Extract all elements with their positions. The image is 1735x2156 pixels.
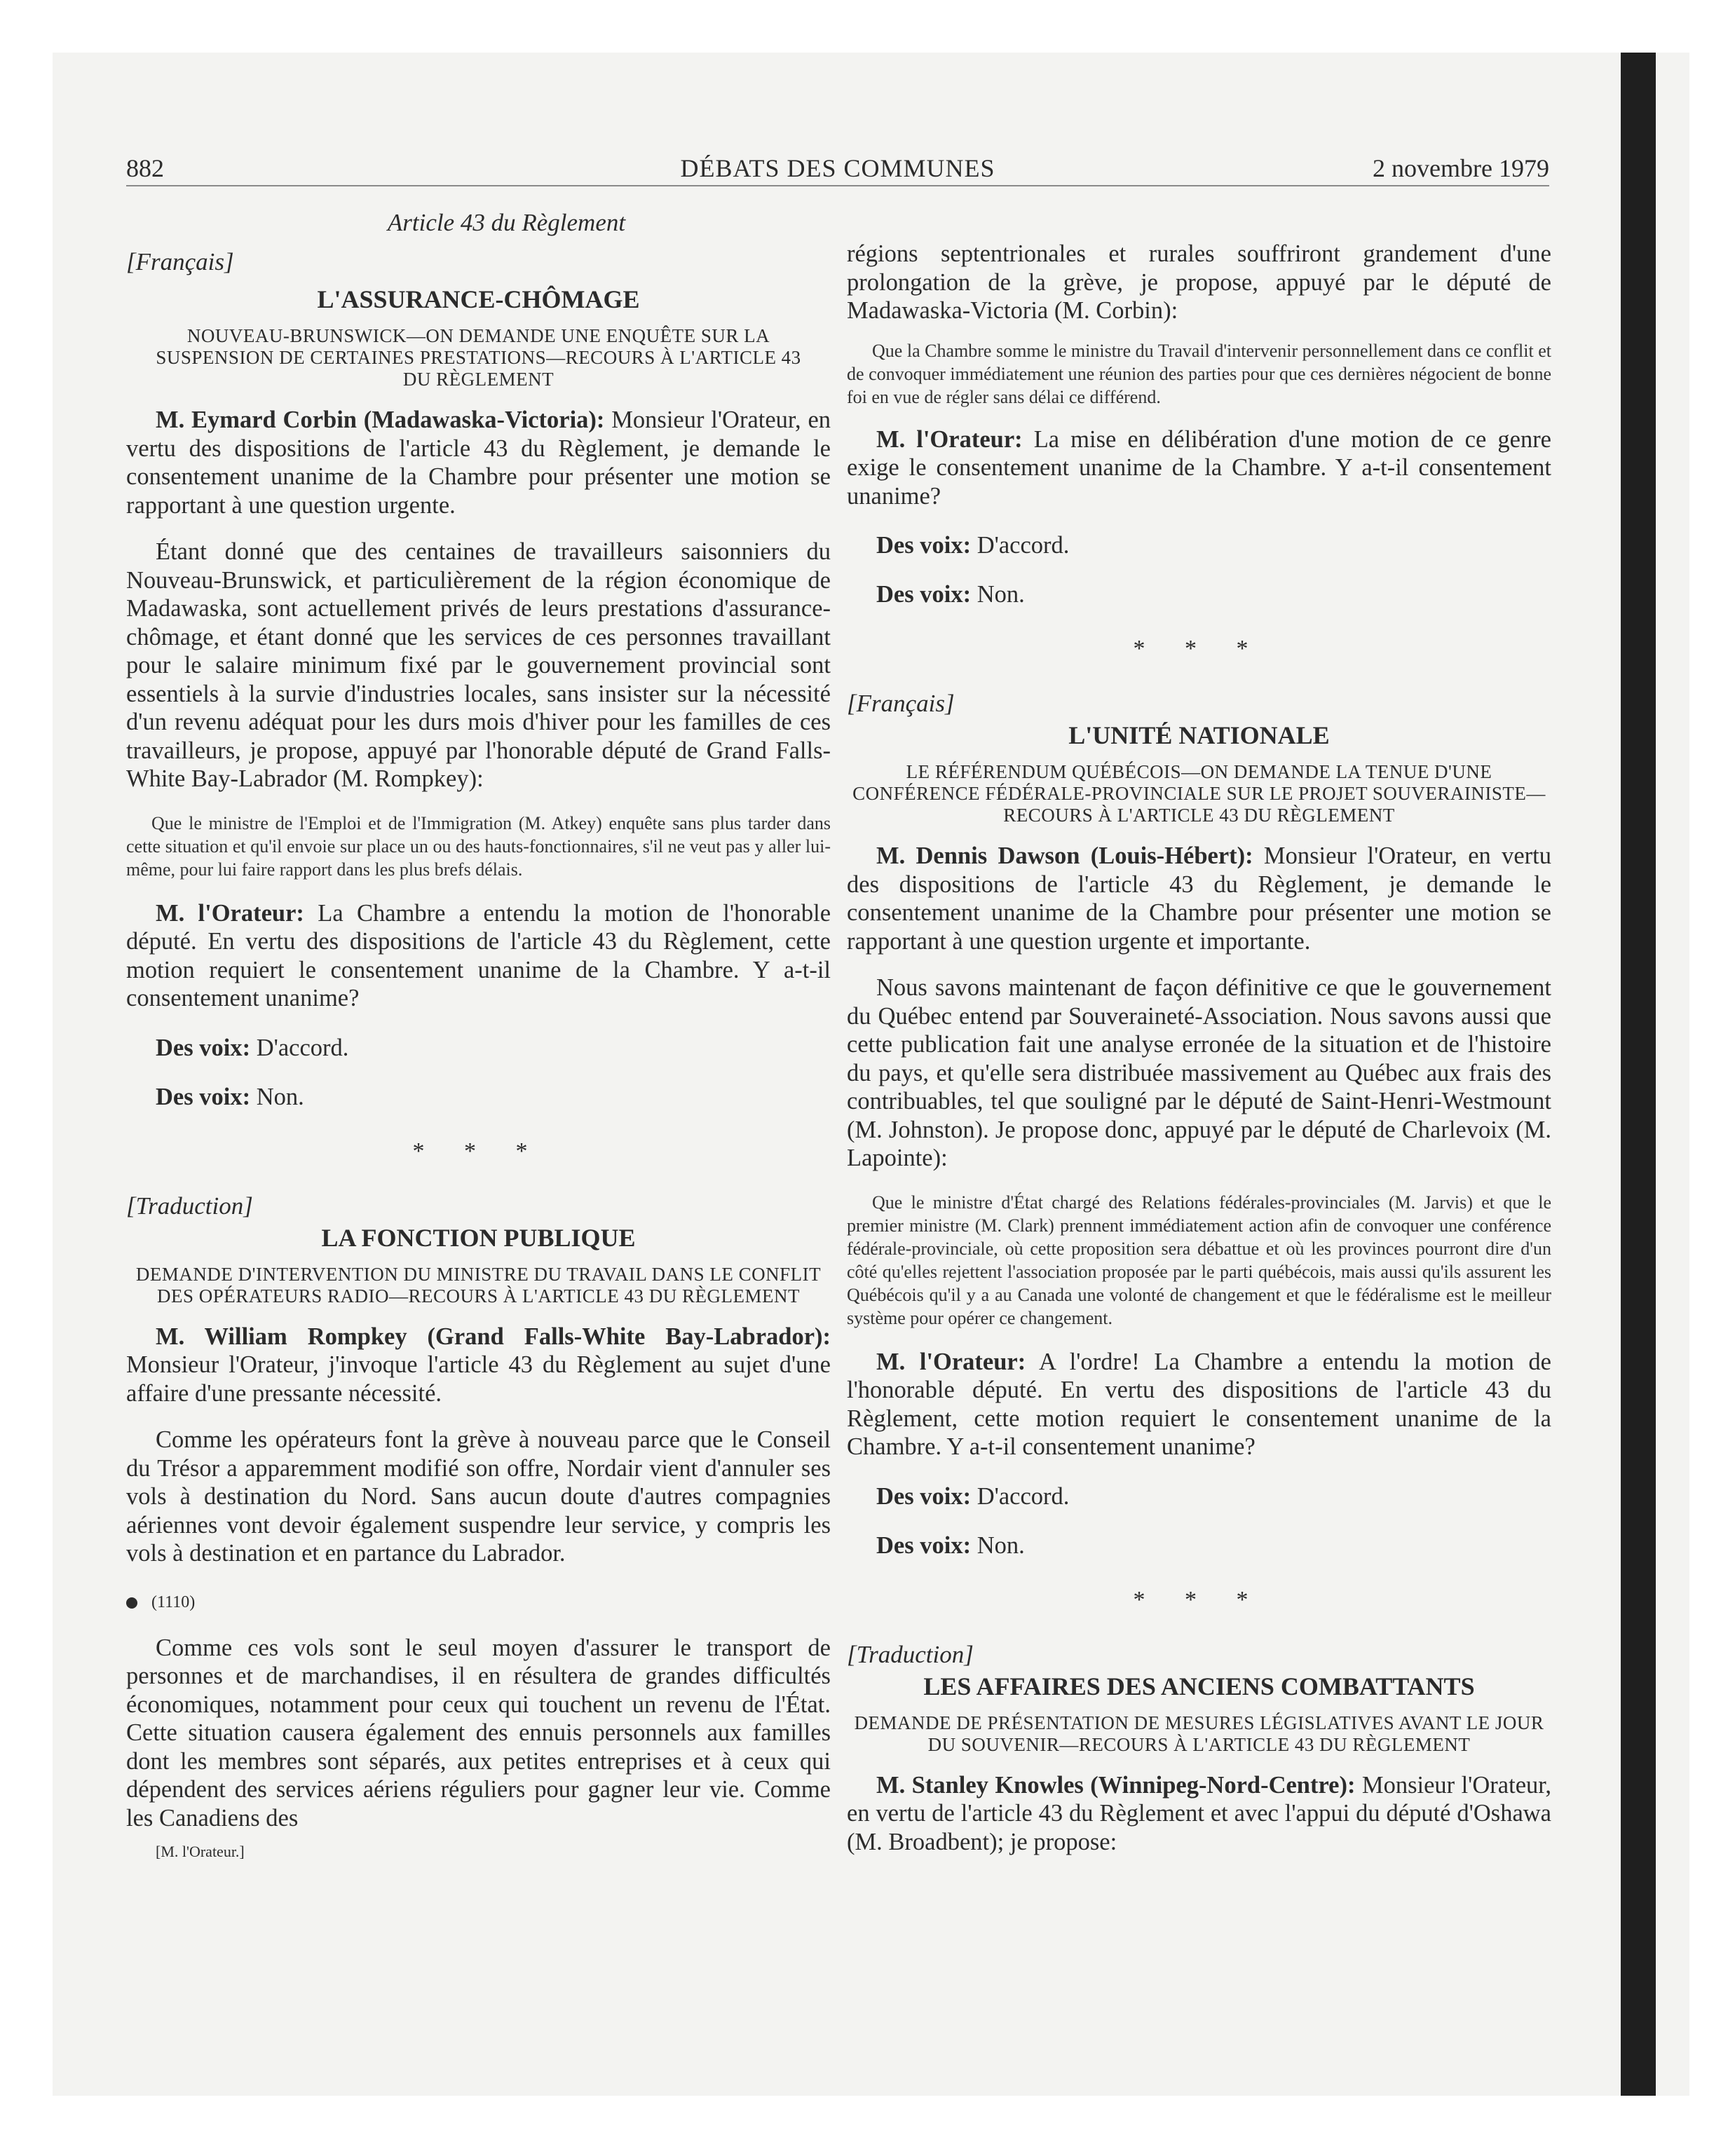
timestamp-text: (1110) [151,1592,196,1611]
vote-label: Des voix: [156,1034,251,1061]
language-tag: [Traduction] [847,1640,974,1668]
orateur-text: A l'ordre! La Chambre a entendu la motion de l'honorable député. En vertu des dispositions de l'article 43 du Règlement, cette motion requiert le consentement unanime de la Chambre. Y a-t-il consentement unanime? [847,1348,1551,1460]
knowles-intervention [847,1771,1551,1857]
rompkey-paragraph-2: Comme ces vols sont le seul moyen d'assurer le transport de personnes et de marchandises, il en résultera de grandes difficultés économiques, notamment pour ceux qui touchent un revenu de l'État. Cette situation causera également des ennuis personnels aux familles dont les membres sont séparés, aux petites entreprises et à ceux qui dépendent des services aériens réguliers pour gagner leur vie. Comme les Canadiens des [126,1634,831,1831]
section-subtitle-assurance-chomage: NOUVEAU-BRUNSWICK—ON DEMANDE UNE ENQUÊTE SUR LA SUSPENSION DE CERTAINES PRESTATIONS—RECOURS À L'ARTICLE 43 DU RÈGLEMENT [156,325,801,390]
vote-no [847,1531,1551,1560]
rompkey-paragraph: Comme les opérateurs font la grève à nouveau parce que le Conseil du Trésor a apparemment modifié son offre, Nordair vient d'annuler ses vols à destination du Nord. Sans aucun doute d'autres compagnies aériennes vont devoir également suspendre leur service, y compris les vols à destination et en partance du Labrador. [126,1426,831,1567]
publication-title: DÉBATS DES COMMUNES [680,154,995,182]
speaker-orateur: M. l'Orateur: [876,1348,1026,1375]
language-tag: [Français] [126,248,234,275]
speaker-corbin: M. Eymard Corbin (Madawaska-Victoria): [156,407,605,433]
rompkey-text: Monsieur l'Orateur, j'invoque l'article 43 du Règlement au sujet d'une affaire d'une pressante nécessité. [126,1351,831,1407]
rompkey-motion: Que la Chambre somme le ministre du Travail d'intervenir personnellement dans ce conflit et de convoquer immédiatement une réunion des parties pour que ces dernières négocient de bonne foi en vue de régler sans délai ce différend. [847,340,1551,407]
dawson-intervention [847,842,1551,955]
speaker-dawson: M. Dennis Dawson (Louis-Hébert): [876,842,1253,869]
section-separator: * * * [412,1138,545,1164]
article-heading: Article 43 du Règlement [387,209,626,236]
corbin-paragraph: Étant donné que des centaines de travailleurs saisonniers du Nouveau-Brunswick, et particulièrement de la région économique de Madawaska, sont actuellement privés de leurs prestations d'assurance-chômage, et étant donné que les services de ces personnes travaillant pour le salaire minimum fixé par le gouvernement provincial sont essentiels à la survie d'industries locales, sans insister sur la nécessité d'un revenu adéquat pour les durs mois d'hiver pour les familles de ces travailleurs, je propose, appuyé par l'honorable député de Grand Falls-White Bay-Labrador (M. Rompkey): [126,538,831,792]
vote-label: Des voix: [876,581,972,608]
page-number: 882 [126,154,164,182]
vote-label: Des voix: [156,1083,251,1110]
dawson-text: Monsieur l'Orateur, en vertu des dispositions de l'article 43 du Règlement, je demande le consentement unanime de la Chambre pour présenter une motion se rapportant à une question urgente et importante. [847,842,1551,955]
vote-no-text: Non. [971,1531,1025,1559]
knowles-text: Monsieur l'Orateur, en vertu de l'article 43 du Règlement et avec l'appui du député d'Oshawa (M. Broadbent); je propose: [847,1771,1551,1855]
vote-yes [847,1482,1551,1510]
section-subtitle-fonction-publique: DEMANDE D'INTERVENTION DU MINISTRE DU TRAVAIL DANS LE CONFLIT DES OPÉRATEURS RADIO—RECOURS À L'ARTICLE 43 DU RÈGLEMENT [135,1263,822,1306]
section-subtitle-unite-nationale: LE RÉFÉRENDUM QUÉBÉCOIS—ON DEMANDE LA TENUE D'UNE CONFÉRENCE FÉDÉRALE-PROVINCIALE SUR LE PROJET SOUVERAINISTE—RECOURS À L'ARTICLE 43 DU RÈGLEMENT [852,761,1546,826]
vote-yes [847,531,1551,559]
section-separator: * * * [1133,636,1265,662]
vote-label: Des voix: [876,1531,972,1559]
vote-no [847,580,1551,608]
orateur-intervention-1 [126,899,831,1013]
vote-no-text: Non. [971,581,1025,608]
speaker-orateur: M. l'Orateur: [876,425,1023,453]
vote-yes-text: D'accord. [250,1034,349,1061]
dawson-motion: Que le ministre d'État chargé des Relations fédérales-provinciales (M. Jarvis) et que le premier ministre (M. Clark) prennent immédiatement action afin de convoquer une conférence fédérale-provinciale, où cette proposition sera débattue et où les provinces pourront dire d'un côté qu'elles rejettent l'association proposée par le parti québécois, mais aussi qu'ils assurent les Québécois qu'il y a au Canada une volonté de changement et que le fédéralisme est le meilleur système pour opérer ce changement. [847,1192,1551,1328]
dawson-paragraph: Nous savons maintenant de façon définitive ce que le gouvernement du Québec entend par Souveraineté-Association. Nous savons aussi que cette publication fait une analyse erronée de la situation et de l'histoire du pays, et qu'elle sera distribuée massivement au Québec aux frais des contribuables, tel que souligné par le député de Saint-Henri-Westmount (M. Johnston). Je propose donc, appuyé par le député de Charlevoix (M. Lapointe): [847,974,1551,1171]
corbin-motion: Que le ministre de l'Emploi et de l'Immigration (M. Atkey) enquête sans plus tarder dans cette situation et qu'il envoie sur place un ou des hauts-fonctionnaires, s'il ne veut pas y aller lui-même, pour lui faire rapport dans les plus brefs délais. [126,812,831,880]
section-title-fonction-publique: LA FONCTION PUBLIQUE [321,1223,636,1252]
orateur-intervention-3 [847,1348,1551,1461]
left-column [126,209,831,1862]
rompkey-continuation: régions septentrionales et rurales souffriront grandement d'une prolongation de la grève, je propose, appuyé par le député de Madawaska-Victoria (M. Corbin): [847,240,1551,324]
right-column [847,240,1551,1856]
speaker-orateur: M. l'Orateur: [156,899,304,927]
section-separator: * * * [1133,1586,1265,1613]
vote-yes-text: D'accord. [971,1482,1070,1510]
timestamp [126,1592,831,1613]
section-subtitle-anciens-combattants: DEMANDE DE PRÉSENTATION DE MESURES LÉGISLATIVES AVANT LE JOUR DU SOUVENIR—RECOURS À L'ARTICLE 43 DU RÈGLEMENT [854,1712,1544,1755]
speaker-knowles: M. Stanley Knowles (Winnipeg-Nord-Centre): [876,1771,1356,1799]
page-footer-note: [M. l'Orateur.] [156,1843,245,1860]
vote-no [126,1083,831,1111]
language-tag: [Traduction] [126,1192,253,1220]
orateur-text: La Chambre a entendu la motion de l'honorable député. En vertu des dispositions de l'article 43 du Règlement, cette motion requiert le consentement unanime de la Chambre. Y a-t-il consentement unanime? [126,899,831,1011]
scan-edge-shadow [1621,53,1656,2096]
language-tag: [Français] [847,690,955,717]
vote-label: Des voix: [876,1482,972,1510]
speaker-rompkey: M. William Rompkey (Grand Falls-White Bay-Labrador): [156,1323,831,1350]
section-title-anciens-combattants: LES AFFAIRES DES ANCIENS COMBATTANTS [923,1672,1475,1700]
vote-yes [126,1034,831,1062]
corbin-text: Monsieur l'Orateur, en vertu des dispositions de l'article 43 du Règlement, je demande le consentement unanime de la Chambre pour présenter une motion se rapportant à une question urgente. [126,407,831,519]
page-header [126,153,1549,186]
vote-yes-text: D'accord. [971,532,1070,559]
rompkey-intervention [126,1323,831,1408]
vote-no-text: Non. [250,1083,304,1110]
page-date: 2 novembre 1979 [1373,154,1549,182]
corbin-intervention [126,406,831,519]
orateur-text: La mise en délibération d'une motion de ce genre exige le consentement unanime de la Chambre. Y a-t-il consentement unanime? [847,425,1551,510]
vote-label: Des voix: [876,532,972,559]
section-title-unite-nationale: L'UNITÉ NATIONALE [1068,721,1330,749]
bullet-icon [126,1597,137,1609]
section-title-assurance-chomage: L'ASSURANCE-CHÔMAGE [317,285,640,313]
orateur-intervention-2 [847,425,1551,511]
